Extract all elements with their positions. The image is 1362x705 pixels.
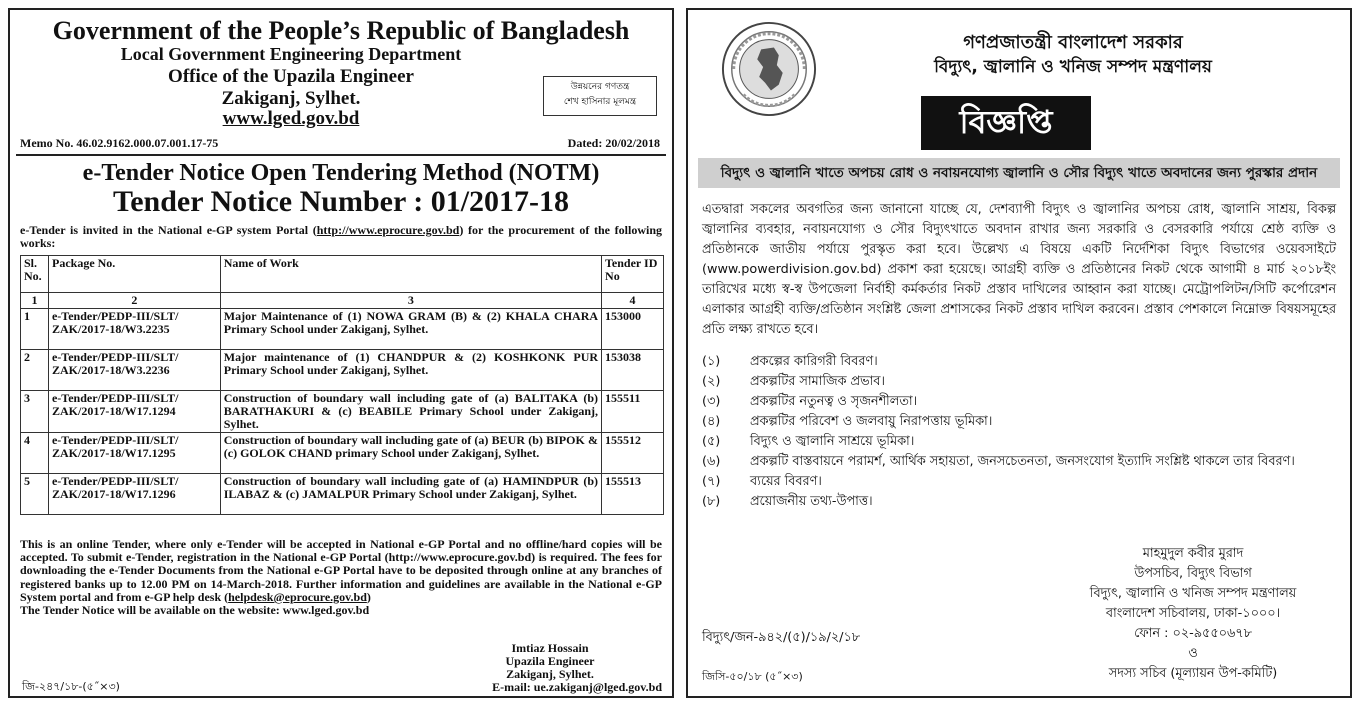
column-number: 1 [21, 293, 49, 309]
signature-block-bn [1043, 544, 1343, 684]
item-text: প্রকল্পটির পরিবেশ ও জলবায়ু নিরাপত্তায় ভূমিকা। [750, 414, 993, 429]
column-number: 4 [602, 293, 664, 309]
item-number: (২) [702, 374, 721, 389]
power-division-notice [686, 8, 1352, 698]
list-item [702, 352, 1336, 372]
item-text: প্রয়োজনীয় তথ্য-উপাত্ত। [750, 494, 873, 509]
ad-code-bn: জিসি-৫০/১৮ (৫˝×৩) [702, 670, 803, 683]
govt-title: Government of the People’s Republic of Bangladesh [52, 16, 630, 45]
item-text: বিদ্যুৎ ও জ্বালানি সাশ্রয়ে ভূমিকা। [750, 434, 915, 449]
signatory-address-bn: বাংলাদেশ সচিবালয়, ঢাকা-১০০০। [1105, 606, 1281, 621]
serial-cell: 3 [21, 391, 49, 433]
govt-title-bn: গণপ্রজাতন্ত্রী বাংলাদেশ সরকার [963, 32, 1183, 53]
office-location: Zakiganj, Sylhet. [221, 88, 361, 109]
signatory-title-bn: উপসচিব, বিদ্যুৎ বিভাগ [1134, 566, 1252, 581]
tender-table [20, 255, 664, 515]
item-number: (৫) [702, 434, 721, 449]
list-item [702, 472, 1336, 492]
item-text: ব্যয়ের বিবরণ। [750, 474, 822, 489]
signatory-place: Zakiganj, Sylhet. [506, 667, 594, 681]
slogan-box [543, 76, 657, 116]
serial-cell: 5 [21, 474, 49, 515]
column-number-row [21, 293, 664, 309]
column-header: Package No. [48, 256, 220, 293]
item-text: প্রকল্পটি বাস্তবায়নে পরামর্শ, আর্থিক সহায়তা, জনসচেতনতা, জনসংযোগ ইত্যাদি সংশ্লিষ্ট থাকলে তার বিবরণ। [750, 454, 1295, 469]
item-text: প্রকল্পটির নতুনত্ব ও সৃজনশীলতা। [750, 394, 918, 409]
work-cell: Major Maintenance of (1) NOWA GRAM (B) & (2) KHALA CHARA Primary School under Zakiganj, Sylhet. [220, 309, 601, 350]
signature-block [430, 642, 670, 694]
tender-id-cell: 153038 [602, 350, 664, 391]
eprocure-link[interactable]: http://www.eprocure.gov.bd [316, 223, 460, 237]
signatory-email[interactable]: E-mail: ue.zakiganj@lged.gov.bd [492, 680, 662, 694]
table-row [21, 350, 664, 391]
tender-id-cell: 153000 [602, 309, 664, 350]
item-number: (৬) [702, 454, 721, 469]
serial-cell: 1 [21, 309, 49, 350]
package-cell: e-Tender/PEDP-III/SLT/ ZAK/2017-18/W3.2236 [48, 350, 220, 391]
criteria-list [702, 352, 1336, 512]
table-row [21, 391, 664, 433]
list-item [702, 392, 1336, 412]
divider [16, 154, 666, 156]
slogan-line-1: উন্নয়নের গণতন্ত্র [570, 82, 630, 92]
notice-banner: বিজ্ঞপ্তি [921, 96, 1091, 150]
item-number: (৪) [702, 414, 721, 429]
notice-last-line: The Tender Notice will be available on the website: www.lged.gov.bd [20, 603, 370, 618]
package-cell: e-Tender/PEDP-III/SLT/ ZAK/2017-18/W3.2235 [48, 309, 220, 350]
ad-code: জি-২৪৭/১৮-(৫˝×৩) [22, 680, 120, 693]
list-item [702, 452, 1336, 472]
column-header: Name of Work [220, 256, 601, 293]
serial-cell: 2 [21, 350, 49, 391]
item-number: (৮) [702, 494, 721, 509]
column-number: 3 [220, 293, 601, 309]
tender-id-cell: 155512 [602, 433, 664, 474]
item-number: (১) [702, 354, 721, 369]
package-cell: e-Tender/PEDP-III/SLT/ ZAK/2017-18/W17.1294 [48, 391, 220, 433]
intro-after: ) for the procurement of the following works: [20, 223, 663, 250]
notice-text: This is an online Tender, where only e-Tender will be accepted in National e-GP Portal and no offline/hard copies will be accepted. To submit e-Tender, registration in the National e-GP Portal (http://www.eprocure.gov.bd) is required. The fees for downloading the e-Tender Documents from the National e-GP Portal have to be deposited through online at any branches of registered banks up to 12.00 PM on 14-March-2018. Further information and guidelines are available in the National e-GP System portal and from e-GP help desk ( [20, 537, 662, 604]
intro-text [20, 224, 662, 250]
list-item [702, 412, 1336, 432]
notice-close: ) [366, 589, 371, 604]
table-row [21, 433, 664, 474]
work-cell: Construction of boundary wall including gate of (a) BEUR (b) BIPOK & (c) GOLOK CHAND primary School under Zakiganj, Sylhet. [220, 433, 601, 474]
table-row [21, 474, 664, 515]
notice-body: এতদ্বারা সকলের অবগতির জন্য জানানো যাচ্ছে যে, দেশব্যাপী বিদ্যুৎ ও জ্বালানির অপচয় রোধ, জ্বালানি সাশ্রয়, বিকল্প জ্বালানির ব্যবহার, নবায়নযোগ্য ও সৌর বিদ্যুৎখাতে অবদান রাখার জন্য সরকারি ও বেসরকারি পর্যায়ে শ্রেষ্ঠ ব্যক্তি ও প্রতিষ্ঠানকে জাতীয় পর্যায়ে পুরস্কৃত করা হবে। উল্লেখ্য এ বিষয়ে একটি নির্দেশিকা বিদ্যুৎ বিভাগের ওয়েবসাইটে (www.powerdivision.gov.bd) প্রকাশ করা হয়েছে। আগ্রহী ব্যক্তি ও প্রতিষ্ঠানের নিকট থেকে আগামী ৪ মার্চ ২০১৮ইং তারিখের মধ্যে স্ব-স্ব উপজেলা নির্বাহী কর্মকর্তার নিকট প্রস্তাব দাখিলের আহ্বান করা যাচ্ছে। মেট্রোপলিটন/সিটি কর্পোরেশন এলাকার আগ্রহী ব্যক্তি/প্রতিষ্ঠান সংশ্লিষ্ট জেলা প্রশাসকের নিকট প্রস্তাব দাখিল করবেন। প্রস্তাব পেশকালে নিম্নোক্ত বিষয়সমূহের প্রতি লক্ষ্য রাখতে হবে। [702, 202, 1336, 337]
list-item [702, 432, 1336, 452]
work-cell: Major maintenance of (1) CHANDPUR & (2) KOSHKONK PUR Primary School under Zakiganj, Sylhet. [220, 350, 601, 391]
signatory-role-bn: সদস্য সচিব (মূল্যায়ন উপ-কমিটি) [1108, 666, 1278, 681]
column-header: Tender ID No [602, 256, 664, 293]
signatory-phone-bn: ফোন : ০২-৯৫৫০৬৭৮ [1134, 626, 1252, 641]
serial-cell: 4 [21, 433, 49, 474]
signatory-name-bn: মাহমুদুল কবীর মুরাদ [1142, 546, 1244, 561]
work-cell: Construction of boundary wall including gate of (a) HAMINDPUR (b) ILABAZ & (c) JAMALPUR Primary School under Zakiganj, Sylhet. [220, 474, 601, 515]
intro-before: e-Tender is invited in the National e-GP system Portal ( [20, 223, 317, 237]
ministry-title-bn: বিদ্যুৎ, জ্বালানি ও খনিজ সম্পদ মন্ত্রণালয় [934, 57, 1212, 77]
signatory-title: Upazila Engineer [505, 654, 595, 668]
signatory-ministry-bn: বিদ্যুৎ, জ্বালানি ও খনিজ সম্পদ মন্ত্রণালয় [1089, 586, 1297, 601]
item-text: প্রকল্পের কারিগরী বিবরণ। [750, 354, 878, 369]
item-number: (৭) [702, 474, 721, 489]
list-item [702, 372, 1336, 392]
memo-number: Memo No. 46.02.9162.000.07.001.17-75 [20, 136, 219, 150]
column-header: Sl. No. [21, 256, 49, 293]
signatory-name: Imtiaz Hossain [511, 641, 589, 655]
notice-subject: বিদ্যুৎ ও জ্বালানি খাতে অপচয় রোধ ও নবায়নযোগ্য জ্বালানি ও সৌর বিদ্যুৎ খাতে অবদানের জন্য পুরস্কার প্রদান [698, 158, 1340, 188]
package-cell: e-Tender/PEDP-III/SLT/ ZAK/2017-18/W17.1296 [48, 474, 220, 515]
table-header-row [21, 256, 664, 293]
memo-date: Dated: 20/02/2018 [567, 136, 660, 150]
list-item [702, 492, 1336, 512]
column-number: 2 [48, 293, 220, 309]
tender-number: Tender Notice Number : 01/2017-18 [112, 185, 570, 218]
slogan-line-2: শেখ হাসিনার মূলমন্ত্র [563, 97, 637, 107]
department-title: Local Government Engineering Department [120, 44, 462, 64]
tender-id-cell: 155513 [602, 474, 664, 515]
government-seal-icon [720, 20, 818, 118]
tender-id-cell: 155511 [602, 391, 664, 433]
signatory-and-bn: ও [1188, 646, 1198, 661]
office-title: Office of the Upazila Engineer [168, 66, 414, 87]
lged-tender-notice [8, 8, 674, 698]
memo-number-bn: বিদ্যুৎ/জন-৯৪২/(৫)/১৯/২/১৮ [702, 630, 861, 645]
website-link[interactable]: www.lged.gov.bd [222, 108, 360, 129]
notice-title: e-Tender Notice Open Tendering Method (NOTM) [82, 160, 600, 186]
online-tender-notice [20, 538, 662, 617]
table-row [21, 309, 664, 350]
item-number: (৩) [702, 394, 721, 409]
package-cell: e-Tender/PEDP-III/SLT/ ZAK/2017-18/W17.1295 [48, 433, 220, 474]
helpdesk-email-link[interactable]: helpdesk@eprocure.gov.bd [228, 589, 367, 604]
item-text: প্রকল্পটির সামাজিক প্রভাব। [750, 374, 885, 389]
work-cell: Construction of boundary wall including gate of (a) BALITAKA (b) BARATHAKURI & (c) BEABILE Primary School under Zakiganj, Sylhet. [220, 391, 601, 433]
